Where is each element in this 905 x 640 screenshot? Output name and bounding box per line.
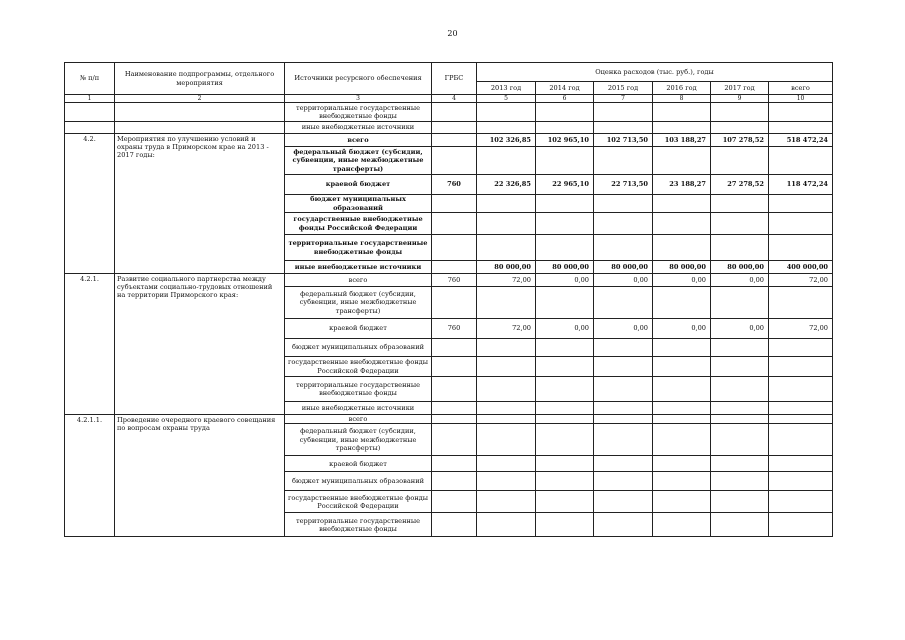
year-value-cell: 80 000,00 [477,261,536,274]
grbs-cell [432,287,477,319]
total-value-cell [769,377,833,402]
year-value-cell: 0,00 [653,274,711,287]
year-value-cell: 0,00 [711,319,769,339]
source-cell: иные внебюджетные источники [285,402,432,415]
year-value-cell [653,491,711,513]
header-year: 2015 год [594,82,653,95]
table-row [65,103,833,122]
source-cell: краевой бюджет [285,456,432,472]
grbs-cell [432,122,477,134]
grbs-cell [432,472,477,491]
value-cell [653,103,711,122]
year-value-cell [536,357,594,377]
year-value-cell [477,402,536,415]
year-value-cell [594,357,653,377]
year-value-cell: 22 965,10 [536,175,594,195]
year-value-cell: 72,00 [477,319,536,339]
year-value-cell [594,287,653,319]
header-total: всего [769,82,833,95]
year-value-cell [711,235,769,261]
year-value-cell: 0,00 [711,274,769,287]
year-value-cell: 102 713,50 [594,134,653,147]
year-value-cell [711,472,769,491]
grbs-cell: 760 [432,319,477,339]
year-value-cell [594,456,653,472]
year-value-cell [536,195,594,213]
grbs-cell [432,147,477,175]
year-value-cell [536,402,594,415]
year-value-cell [653,147,711,175]
total-value-cell [769,287,833,319]
year-value-cell [711,287,769,319]
year-value-cell [477,287,536,319]
year-value-cell [477,472,536,491]
year-value-cell [594,377,653,402]
item-name: Проведение очередного краевого совещания по вопросам охраны труда [115,415,285,537]
source-cell: государственные внебюджетные фонды Российской Федерации [285,357,432,377]
total-value-cell [769,213,833,235]
value-cell [769,103,833,122]
year-value-cell: 0,00 [536,319,594,339]
year-value-cell [653,456,711,472]
total-value-cell [769,147,833,175]
year-value-cell [536,456,594,472]
year-value-cell [711,357,769,377]
year-value-cell [536,235,594,261]
year-value-cell [653,472,711,491]
grbs-cell [432,134,477,147]
year-value-cell [711,456,769,472]
year-value-cell [594,402,653,415]
year-value-cell [711,424,769,456]
column-numbers-row [65,95,833,103]
year-value-cell: 80 000,00 [594,261,653,274]
year-value-cell [594,213,653,235]
year-value-cell [477,377,536,402]
table-row [65,274,833,287]
year-value-cell [536,213,594,235]
total-value-cell [769,491,833,513]
year-value-cell [594,235,653,261]
year-value-cell [536,339,594,357]
total-value-cell [769,424,833,456]
year-value-cell [594,195,653,213]
grbs-cell [432,357,477,377]
source-cell: краевой бюджет [285,175,432,195]
total-value-cell [769,339,833,357]
year-value-cell [653,424,711,456]
column-number: 8 [653,95,711,103]
year-value-cell [594,472,653,491]
item-number: 4.2.1. [65,274,115,415]
year-value-cell: 80 000,00 [653,261,711,274]
year-value-cell [653,287,711,319]
value-cell [536,103,594,122]
header-name: Наименование подпрограммы, отдельного мероприятия [115,63,285,95]
row-num-cell [65,122,115,134]
source-cell: иные внебюджетные источники [285,261,432,274]
row-name-cell [115,122,285,134]
header-year: 2017 год [711,82,769,95]
year-value-cell [477,415,536,424]
grbs-cell: 760 [432,274,477,287]
year-value-cell [653,235,711,261]
total-value-cell [769,357,833,377]
year-value-cell [653,415,711,424]
year-value-cell: 27 278,52 [711,175,769,195]
year-value-cell [536,377,594,402]
value-cell [594,103,653,122]
source-cell: бюджет муниципальных образований [285,195,432,213]
year-value-cell [536,147,594,175]
year-value-cell [653,377,711,402]
year-value-cell [477,513,536,537]
year-value-cell: 102 326,85 [477,134,536,147]
year-value-cell: 102 965,10 [536,134,594,147]
year-value-cell [477,235,536,261]
total-value-cell: 72,00 [769,274,833,287]
value-cell [653,122,711,134]
expense-table [64,62,833,537]
year-value-cell [594,424,653,456]
source-cell: всего [285,134,432,147]
year-value-cell [711,491,769,513]
total-value-cell [769,513,833,537]
grbs-cell: 760 [432,175,477,195]
year-value-cell [653,195,711,213]
source-cell: бюджет муниципальных образований [285,472,432,491]
value-cell [536,122,594,134]
source-cell: федеральный бюджет (субсидии, субвенции, иные межбюджетные трансферты) [285,424,432,456]
total-value-cell: 518 472,24 [769,134,833,147]
year-value-cell [594,147,653,175]
year-value-cell [477,357,536,377]
table-row [65,415,833,424]
year-value-cell [594,491,653,513]
year-value-cell: 72,00 [477,274,536,287]
header-year: 2016 год [653,82,711,95]
year-value-cell [711,402,769,415]
header-year: 2013 год [477,82,536,95]
year-value-cell [653,339,711,357]
year-value-cell: 80 000,00 [536,261,594,274]
value-cell [769,122,833,134]
header-year: 2014 год [536,82,594,95]
grbs-cell [432,195,477,213]
table-row [65,122,833,134]
grbs-cell [432,213,477,235]
grbs-cell [432,513,477,537]
total-value-cell [769,235,833,261]
total-value-cell [769,415,833,424]
header-estimate: Оценка расходов (тыс. руб.), годы [477,63,833,82]
row-num-cell [65,103,115,122]
year-value-cell [477,195,536,213]
total-value-cell [769,472,833,491]
source-cell: федеральный бюджет (субсидии, субвенции, иные межбюджетные трансферты) [285,287,432,319]
header-grbs: ГРБС [432,63,477,95]
year-value-cell [711,339,769,357]
year-value-cell [594,513,653,537]
year-value-cell: 22 326,85 [477,175,536,195]
grbs-cell [432,415,477,424]
year-value-cell [594,415,653,424]
year-value-cell [477,213,536,235]
source-cell: территориальные государственные внебюджетные фонды [285,235,432,261]
year-value-cell: 0,00 [594,274,653,287]
grbs-cell [432,235,477,261]
year-value-cell [477,147,536,175]
source-cell: территориальные государственные внебюджетные фонды [285,513,432,537]
value-cell [477,103,536,122]
year-value-cell: 0,00 [594,319,653,339]
value-cell [711,122,769,134]
column-number: 7 [594,95,653,103]
year-value-cell: 80 000,00 [711,261,769,274]
grbs-cell [432,456,477,472]
year-value-cell [536,287,594,319]
column-number: 3 [285,95,432,103]
grbs-cell [432,339,477,357]
year-value-cell [594,339,653,357]
total-value-cell: 118 472,24 [769,175,833,195]
year-value-cell: 103 188,27 [653,134,711,147]
value-cell [711,103,769,122]
year-value-cell [653,213,711,235]
year-value-cell: 107 278,52 [711,134,769,147]
year-value-cell [653,513,711,537]
source-cell: всего [285,274,432,287]
source-cell: территориальные государственные внебюджетные фонды [285,377,432,402]
year-value-cell [536,491,594,513]
page-number: 20 [447,29,458,38]
item-number: 4.2. [65,134,115,274]
column-number: 2 [115,95,285,103]
column-number: 9 [711,95,769,103]
column-number: 5 [477,95,536,103]
table-row [65,134,833,147]
source-cell: государственные внебюджетные фонды Российской Федерации [285,491,432,513]
item-number: 4.2.1.1. [65,415,115,537]
year-value-cell [711,195,769,213]
source-cell: федеральный бюджет (субсидии, субвенции, иные межбюджетные трансферты) [285,147,432,175]
source-cell: всего [285,415,432,424]
grbs-cell [432,424,477,456]
year-value-cell: 0,00 [653,319,711,339]
header-source: Источники ресурсного обеспечения [285,63,432,95]
total-value-cell [769,195,833,213]
year-value-cell [536,513,594,537]
total-value-cell [769,402,833,415]
year-value-cell [711,415,769,424]
source-cell: бюджет муниципальных образований [285,339,432,357]
value-cell [594,122,653,134]
column-number: 4 [432,95,477,103]
column-number: 6 [536,95,594,103]
year-value-cell [477,424,536,456]
grbs-cell [432,103,477,122]
year-value-cell: 22 713,50 [594,175,653,195]
year-value-cell [536,415,594,424]
item-name: Развитие социального партнерства между субъектами социально-трудовых отношений на территории Приморского края: [115,274,285,415]
year-value-cell [477,456,536,472]
source-cell: иные внебюджетные источники [285,122,432,134]
year-value-cell [653,357,711,377]
total-value-cell: 72,00 [769,319,833,339]
column-number: 1 [65,95,115,103]
source-cell: государственные внебюджетные фонды Российской Федерации [285,213,432,235]
year-value-cell [536,472,594,491]
year-value-cell: 23 188,27 [653,175,711,195]
source-cell: краевой бюджет [285,319,432,339]
column-number: 10 [769,95,833,103]
year-value-cell [711,377,769,402]
year-value-cell [477,491,536,513]
grbs-cell [432,377,477,402]
grbs-cell [432,491,477,513]
row-name-cell [115,103,285,122]
year-value-cell [711,147,769,175]
year-value-cell [711,513,769,537]
grbs-cell [432,402,477,415]
grbs-cell [432,261,477,274]
year-value-cell: 0,00 [536,274,594,287]
year-value-cell [653,402,711,415]
year-value-cell [477,339,536,357]
source-cell: территориальные государственные внебюджетные фонды [285,103,432,122]
header-num: № п/п [65,63,115,95]
item-name: Мероприятия по улучшению условий и охраны труда в Приморском крае на 2013 - 2017 годы: [115,134,285,274]
year-value-cell [536,424,594,456]
total-value-cell: 400 000,00 [769,261,833,274]
total-value-cell [769,456,833,472]
value-cell [477,122,536,134]
year-value-cell [711,213,769,235]
